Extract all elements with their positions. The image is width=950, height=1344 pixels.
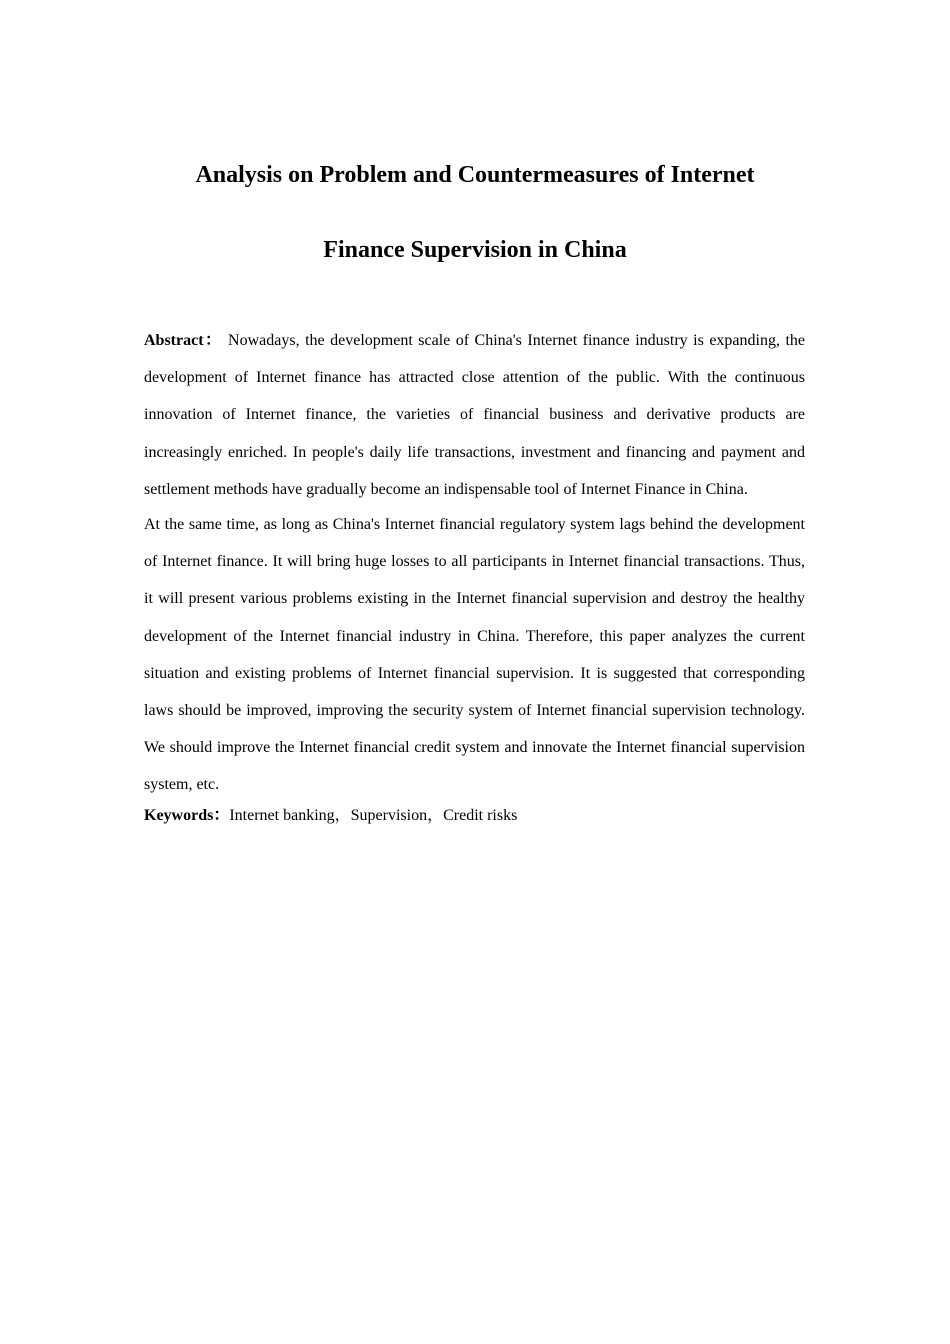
abstract-label: Abstract： <box>144 332 223 349</box>
abstract-text-part-2: At the same time, as long as China's Internet financial regulatory system lags behind the development of Internet finance. It will bring huge losses to all participants in Internet financial transactions. Thus, it will present various problems existing in the Internet financial supervision and destroy the healthy development of the Internet financial industry in China. Therefore, this paper analyzes the current situation and existing problems of Internet financial supervision. It is suggested that corresponding laws should be improved, improving the security system of Internet financial supervision technology. We should improve the Internet financial credit system and innovate the Internet financial supervision system, etc. <box>144 516 805 794</box>
abstract-paragraph <box>144 322 805 804</box>
keywords-text: Internet banking，Supervision，Credit risks <box>229 807 518 824</box>
title-line-2: Finance Supervision in China <box>323 237 627 263</box>
keywords-line <box>144 801 805 831</box>
abstract-text-part-1: Nowadays, the development scale of China's Internet finance industry is expanding, the development of Internet finance has attracted close attention of the public. With the continuous innovation of Internet finance, the varieties of financial business and derivative products are increasingly enriched. In people's daily life transactions, investment and financing and payment and settlement methods have gradually become an indispensable tool of Internet Finance in China. <box>144 332 806 498</box>
title-line-1: Analysis on Problem and Countermeasures of Internet <box>195 162 755 188</box>
keywords-label: Keywords： <box>144 807 230 824</box>
